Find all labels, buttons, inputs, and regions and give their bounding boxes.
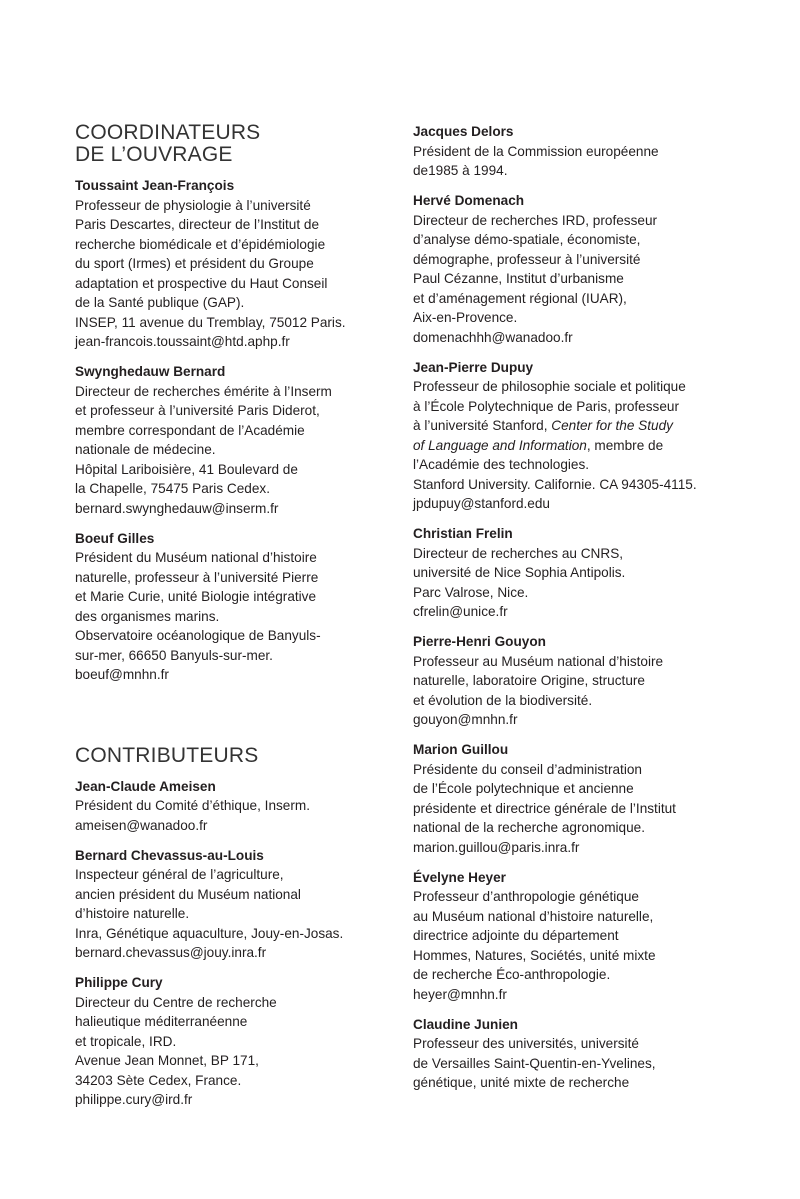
person-detail-line: cfrelin@unice.fr — [413, 604, 508, 619]
person-detail-line: Professeur de philosophie sociale et politique — [413, 379, 686, 394]
person-detail-line: bernard.chevassus@jouy.inra.fr — [75, 945, 267, 960]
person-name: Boeuf Gilles — [75, 530, 155, 546]
person-detail-line: recherche biomédicale et d’épidémiologie — [75, 236, 326, 252]
person-detail-line: nationale de médecine. — [75, 442, 216, 457]
person-detail-line: et évolution de la biodiversité. — [413, 692, 593, 708]
person-detail-line: Stanford University. Californie. CA 94305-4115. — [413, 476, 697, 492]
person-detail-line: Paris Descartes, directeur de l’Institut de — [75, 217, 320, 232]
text-segment: à l’université Stanford, — [413, 418, 552, 433]
italic-title-segment: of Language and Information — [413, 437, 587, 453]
person-detail-line: Aix-en-Provence. — [413, 310, 518, 325]
person-entry — [413, 632, 743, 730]
person-name: Toussaint Jean-François — [75, 178, 235, 193]
person-detail-line: Directeur de recherches émérite à l’Inserm — [75, 383, 332, 399]
person-detail-line: Inspecteur général de l’agriculture, — [75, 867, 284, 882]
left-column — [75, 122, 405, 1120]
person-detail-line: Présidente du conseil d’administration — [413, 761, 642, 777]
person-entry — [413, 122, 743, 181]
person-detail-line: Paul Cézanne, Institut d’urbanisme — [413, 271, 624, 286]
person-entry — [75, 846, 405, 963]
section-title-contributors — [75, 745, 405, 767]
section-title-coordinators — [75, 122, 405, 166]
person-detail-line: halieutique méditerranéenne — [75, 1014, 248, 1029]
person-detail-line: de la Santé publique (GAP). — [75, 295, 245, 310]
person-detail-line: sur-mer, 66650 Banyuls-sur-mer. — [75, 647, 273, 663]
person-entry — [413, 191, 743, 347]
person-detail-line: Directeur de recherches IRD, professeur — [413, 212, 658, 228]
person-detail-line: Professeur des universités, université — [413, 1036, 639, 1051]
person-detail-line: Observatoire océanologique de Banyuls- — [75, 628, 321, 643]
person-detail-line: Hommes, Natures, Sociétés, unité mixte — [413, 947, 656, 963]
person-detail-line: du sport (Irmes) et président du Groupe — [75, 256, 314, 271]
person-entry — [75, 777, 405, 836]
person-name: Swynghedauw Bernard — [75, 364, 226, 379]
person-name: Hervé Domenach — [413, 193, 525, 208]
person-name: Jacques Delors — [413, 124, 514, 139]
person-detail-line: d’analyse démo-spatiale, économiste, — [413, 232, 641, 247]
person-detail-line: national de la recherche agronomique. — [413, 820, 646, 835]
person-detail-line: l’Académie des technologies. — [413, 457, 590, 472]
coordinators-list — [75, 176, 405, 685]
section-title-line: DE L’OUVRAGE — [75, 143, 233, 166]
person-detail-line: au Muséum national d’histoire naturelle, — [413, 908, 654, 924]
person-name: Claudine Junien — [413, 1016, 518, 1032]
person-detail-line: Hôpital Lariboisière, 41 Boulevard de — [75, 461, 298, 477]
person-detail-line: Professeur d’anthropologie génétique — [413, 889, 639, 904]
person-detail-line: Inra, Génétique aquaculture, Jouy-en-Josas. — [75, 925, 344, 941]
person-entry — [413, 358, 743, 514]
person-detail-line: heyer@mnhn.fr — [413, 986, 507, 1002]
person-detail-line: Président du Comité d’éthique, Inserm. — [75, 798, 310, 813]
person-detail-line: Parc Valrose, Nice. — [413, 584, 529, 600]
person-detail-line: 34203 Sète Cedex, France. — [75, 1072, 242, 1088]
person-detail-line: de Versailles Saint-Quentin-en-Yvelines, — [413, 1055, 656, 1071]
person-detail-line: de1985 à 1994. — [413, 163, 508, 178]
person-detail-line: de l’École polytechnique et ancienne — [413, 781, 634, 796]
person-detail-line: directrice adjointe du département — [413, 928, 619, 943]
person-detail-line: Avenue Jean Monnet, BP 171, — [75, 1053, 259, 1068]
person-name: Bernard Chevassus-au-Louis — [75, 847, 264, 863]
person-detail-line: et Marie Curie, unité Biologie intégrative — [75, 589, 317, 604]
person-detail-line: Professeur de physiologie à l’université — [75, 197, 311, 213]
person-detail-line: des organismes marins. — [75, 608, 220, 624]
person-detail-line: démographe, professeur à l’université — [413, 251, 641, 267]
person-detail-line — [413, 436, 743, 456]
person-detail-line: Président du Muséum national d’histoire — [75, 550, 317, 565]
person-entry — [75, 973, 405, 1110]
person-detail-line: de recherche Éco-anthropologie. — [413, 967, 611, 982]
person-entry — [413, 524, 743, 622]
person-entry — [75, 529, 405, 685]
person-name: Christian Frelin — [413, 526, 513, 541]
person-entry — [413, 1015, 743, 1093]
person-detail-line: génétique, unité mixte de recherche — [413, 1075, 630, 1090]
person-detail-line: et professeur à l’université Paris Diderot, — [75, 403, 320, 418]
person-detail-line: domenachhh@wanadoo.fr — [413, 329, 573, 345]
person-entry — [413, 740, 743, 857]
section-title-line: COORDINATEURS — [75, 121, 261, 144]
person-detail-line: Directeur du Centre de recherche — [75, 994, 277, 1010]
person-detail-line: gouyon@mnhn.fr — [413, 712, 518, 727]
person-detail-line: la Chapelle, 75475 Paris Cedex. — [75, 481, 270, 496]
person-detail-line: adaptation et prospective du Haut Conseil — [75, 275, 328, 291]
section-title-line: CONTRIBUTEURS — [75, 743, 259, 767]
person-detail-line: naturelle, professeur à l’université Pierre — [75, 569, 319, 585]
person-detail-line: philippe.cury@ird.fr — [75, 1092, 193, 1107]
person-detail-line: ameisen@wanadoo.fr — [75, 817, 208, 833]
person-name: Évelyne Heyer — [413, 869, 506, 885]
person-detail-line: boeuf@mnhn.fr — [75, 667, 169, 682]
person-detail-line: d’histoire naturelle. — [75, 906, 190, 921]
contributors-list-right — [413, 122, 743, 1093]
person-detail-line: marion.guillou@paris.inra.fr — [413, 839, 580, 855]
right-column — [413, 122, 743, 1103]
contributors-list-left — [75, 777, 405, 1110]
person-entry — [75, 176, 405, 352]
person-detail-line: ancien président du Muséum national — [75, 886, 301, 902]
person-detail-line: bernard.swynghedauw@inserm.fr — [75, 500, 279, 516]
person-name: Jean-Claude Ameisen — [75, 778, 216, 794]
person-entry — [413, 868, 743, 1005]
person-detail-line: université de Nice Sophia Antipolis. — [413, 565, 626, 580]
person-detail-line: jpdupuy@stanford.edu — [413, 496, 550, 511]
person-name: Marion Guillou — [413, 742, 509, 757]
person-name: Jean-Pierre Dupuy — [413, 359, 534, 375]
person-detail-line: et d’aménagement régional (IUAR), — [413, 290, 627, 306]
person-detail-line: INSEP, 11 avenue du Tremblay, 75012 Paris. — [75, 314, 346, 330]
person-entry — [75, 362, 405, 518]
italic-title-segment: Center for the Study — [551, 418, 673, 433]
person-detail-line — [413, 416, 743, 436]
person-detail-line: membre correspondant de l’Académie — [75, 422, 305, 438]
person-detail-line: naturelle, laboratoire Origine, structure — [413, 673, 645, 688]
person-detail-line: à l’École Polytechnique de Paris, professeur — [413, 398, 679, 414]
person-detail-line: Professeur au Muséum national d’histoire — [413, 653, 664, 669]
person-detail-line: Président de la Commission européenne — [413, 143, 659, 159]
person-detail-line: jean-francois.toussaint@htd.aphp.fr — [75, 334, 290, 349]
person-name: Pierre-Henri Gouyon — [413, 634, 546, 649]
person-detail-line: présidente et directrice générale de l’Institut — [413, 800, 676, 816]
person-detail-line: Directeur de recherches au CNRS, — [413, 545, 624, 561]
person-name: Philippe Cury — [75, 975, 163, 990]
text-segment: , membre de — [586, 437, 664, 453]
person-detail-line: et tropicale, IRD. — [75, 1033, 177, 1049]
